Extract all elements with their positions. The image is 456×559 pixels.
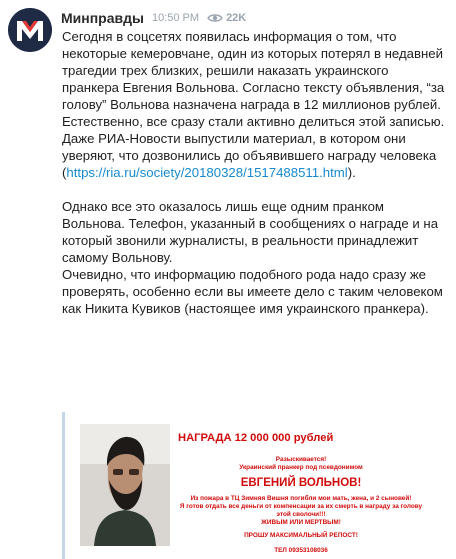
poster-title: НАГРАДА 12 000 000 рублей (178, 432, 334, 444)
message-paragraph-1 (62, 28, 448, 181)
poster-line-2: Украинский пранкер под псевдонимом (239, 464, 363, 471)
views-count: 22K (226, 12, 247, 24)
poster-line-4: Я готов отдать все деньги от компенсации за их смерть в награду за голову этой сволочи!!! (179, 503, 423, 518)
message-time: 10:50 PM (151, 12, 200, 24)
poster-line-1: Разыскивается! (275, 456, 327, 463)
paragraph-1-text: Сегодня в соцсетях появилась информация о том, что некоторые кемеровчане, один из которых потерял в недавней трагедии трех близких, решили наказать украинского пранкера Евгения Вольнова. Согласно тексту объявления, “за голову” Вольнова назначена награда в 12 миллионов рублей. Естественно, все сразу стали активно делиться этой записью. Даже РИА-Новости выпустили материал, в котором они уверяют, что дозвонились до объявившего награду человека ( (62, 29, 445, 180)
eye-icon (207, 13, 223, 23)
poster-line-5: ЖИВЫМ ИЛИ МЕРТВЫМ! (261, 519, 341, 526)
views-counter (207, 12, 246, 24)
media-attachment[interactable] (62, 412, 432, 559)
source-link[interactable]: https://ria.ru/society/20180328/1517488511.html (66, 165, 348, 180)
channel-avatar[interactable] (8, 8, 52, 52)
channel-name[interactable]: Минправды (61, 10, 144, 26)
message-body (62, 28, 448, 317)
message-paragraph-2: Однако все это оказалось лишь еще одним пранком Вольнова. Телефон, указанный в сообщениях о награде и на который звонили журналисты, в реальности принадлежит самому Вольнову. Очевидно, что информацию подобного рода надо сразу же проверять, особенно если вы имеете дело с таким человеком как Никита Кувиков (настоящее имя украинского пранкера). (62, 199, 443, 316)
reward-poster-image (74, 412, 426, 559)
m-logo-icon (8, 8, 52, 52)
poster-line-3: Из пожара в ТЦ Зимняя Вишня погибли мои мать, жена, и 2 сыновей! (190, 495, 412, 502)
poster-text (178, 456, 424, 555)
poster-name: ЕВГЕНИЙ ВОЛЬНОВ! (240, 477, 362, 489)
poster-phone: ТЕЛ 09353108036 (274, 547, 328, 554)
poster-photo (80, 424, 170, 546)
poster-line-6: ПРОШУ МАКСИМАЛЬНЫЙ РЕПОСТ! (244, 532, 358, 539)
message-header (61, 10, 246, 26)
paragraph-1-end: ). (347, 165, 356, 180)
